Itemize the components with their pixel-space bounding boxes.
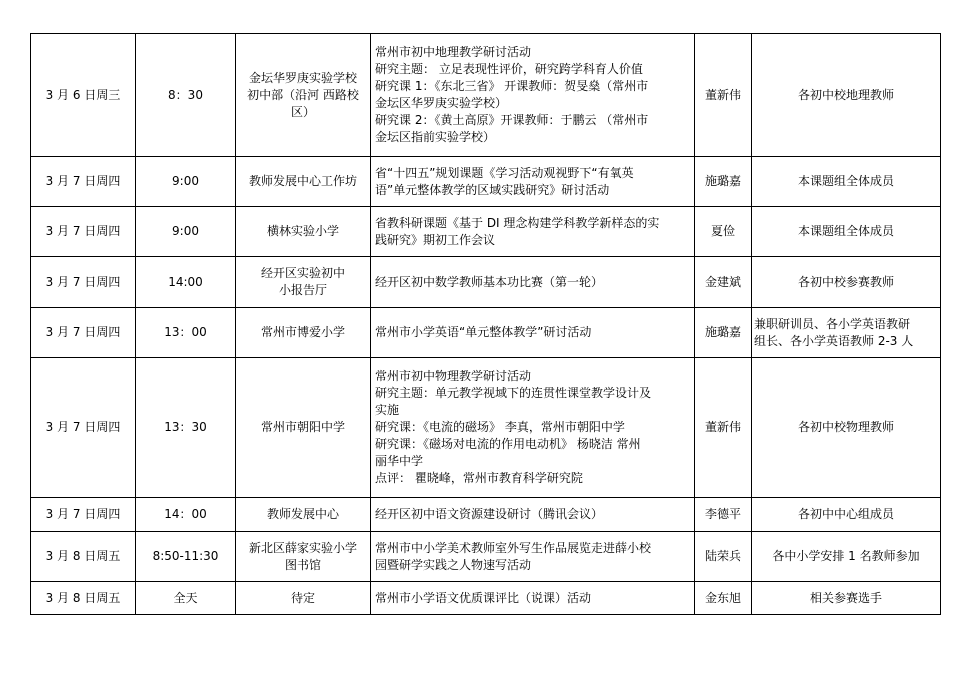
activity-schedule-table	[30, 33, 941, 615]
person-in-charge-cell: 施璐嘉	[695, 308, 752, 358]
venue-line: 常州市博爱小学	[260, 325, 345, 339]
time-cell: 8：30	[136, 34, 236, 157]
person-in-charge-cell: 董新伟	[695, 34, 752, 157]
participants-cell	[752, 532, 941, 582]
participants-line: 组长、各小学英语教师 2-3 人	[754, 333, 914, 348]
activity-line: 研究课：《磁场对电流的作用电动机》 杨晓洁 常州	[375, 437, 641, 451]
table-row	[31, 157, 941, 207]
activity-cell	[371, 207, 695, 257]
time-cell: 13：30	[136, 358, 236, 498]
time-cell: 14:00	[136, 257, 236, 308]
date-cell: 3 月 7 日周四	[31, 308, 136, 358]
venue-cell	[236, 498, 371, 532]
activity-line: 研究课 1：《东北三省》 开课教师：贺旻燊（常州市	[375, 79, 649, 93]
venue-cell	[236, 358, 371, 498]
table-row	[31, 532, 941, 582]
activity-line: 常州市小学语文优质课评比（说课）活动	[375, 590, 592, 605]
activity-line: 点评： 瞿晓峰，常州市教育科学研究院	[375, 471, 583, 485]
person-in-charge-cell: 施璐嘉	[695, 157, 752, 207]
venue-cell	[236, 207, 371, 257]
venue-line: 教师发展中心	[266, 507, 339, 521]
venue-cell	[236, 582, 371, 615]
table-row	[31, 358, 941, 498]
table-row	[31, 207, 941, 257]
time-cell: 全天	[136, 582, 236, 615]
activity-cell	[371, 34, 695, 157]
participants-cell	[752, 308, 941, 358]
activity-line: 省“十四五”规划课题《学习活动观视野下“有氧英	[375, 165, 634, 180]
activity-line: 经开区初中数学教师基本功比赛（第一轮）	[375, 274, 604, 289]
table-row	[31, 308, 941, 358]
activity-cell	[371, 498, 695, 532]
activity-line: 园暨研学实践之人物速写活动	[375, 557, 532, 572]
venue-line: 新北区薛家实验小学	[248, 540, 357, 555]
participants-cell	[752, 257, 941, 308]
date-cell: 3 月 7 日周四	[31, 498, 136, 532]
table-row	[31, 257, 941, 308]
activity-cell	[371, 257, 695, 308]
person-in-charge-cell: 金建斌	[695, 257, 752, 308]
venue-line: 金坛华罗庚实验学校	[248, 70, 357, 85]
date-cell: 3 月 8 日周五	[31, 582, 136, 615]
venue-cell	[236, 308, 371, 358]
venue-line: 小报告厅	[278, 283, 327, 297]
venue-cell	[236, 532, 371, 582]
activity-cell	[371, 582, 695, 615]
activity-line: 研究主题：单元教学视域下的连贯性课堂教学设计及	[375, 386, 652, 400]
activity-line: 金坛区华罗庚实验学校）	[375, 96, 508, 110]
person-in-charge-cell: 董新伟	[695, 358, 752, 498]
venue-line: 教师发展中心工作坊	[248, 174, 357, 188]
schedule-body	[31, 34, 941, 615]
participants-cell	[752, 358, 941, 498]
person-in-charge-cell: 夏俭	[695, 207, 752, 257]
activity-cell	[371, 157, 695, 207]
table-row	[31, 582, 941, 615]
venue-cell	[236, 34, 371, 157]
date-cell: 3 月 8 日周五	[31, 532, 136, 582]
time-cell: 9:00	[136, 157, 236, 207]
table-row	[31, 34, 941, 157]
venue-line: 待定	[290, 590, 315, 605]
activity-line: 常州市小学英语“单元整体教学”研讨活动	[375, 325, 592, 339]
activity-line: 研究主题： 立足表现性评价，研究跨学科育人价值	[375, 62, 643, 76]
venue-cell	[236, 157, 371, 207]
time-cell: 14：00	[136, 498, 236, 532]
participants-line: 相关参赛选手	[809, 590, 882, 605]
time-cell: 9:00	[136, 207, 236, 257]
venue-line: 横林实验小学	[266, 224, 339, 238]
activity-cell	[371, 532, 695, 582]
activity-line: 实施	[375, 403, 400, 417]
participants-cell	[752, 157, 941, 207]
activity-line: 丽华中学	[375, 454, 424, 468]
venue-line: 图书馆	[284, 557, 321, 572]
participants-line: 本课题组全体成员	[797, 174, 894, 188]
participants-line: 各中小学安排 1 名教师参加	[772, 549, 920, 563]
person-in-charge-cell: 李德平	[695, 498, 752, 532]
activity-line: 常州市中小学美术教师室外写生作品展览走进薛小校	[375, 540, 652, 555]
date-cell: 3 月 7 日周四	[31, 207, 136, 257]
participants-line: 各初中中心组成员	[797, 507, 894, 521]
participants-line: 兼职研训员、各小学英语教研	[754, 316, 911, 331]
participants-line: 各初中校地理教师	[797, 87, 894, 102]
participants-line: 本课题组全体成员	[797, 224, 894, 238]
activity-line: 常州市初中地理教学研讨活动	[375, 45, 532, 59]
activity-line: 语”单元整体教学的区域实践研究》研讨活动	[375, 182, 610, 197]
date-cell: 3 月 6 日周三	[31, 34, 136, 157]
table-row	[31, 498, 941, 532]
venue-line: 初中部（沿河 西路校	[247, 87, 359, 102]
activity-line: 金坛区指前实验学校）	[375, 130, 496, 144]
activity-line: 省教科研课题《基于 DI 理念构建学科教学新样态的实	[375, 215, 660, 230]
time-cell: 13：00	[136, 308, 236, 358]
person-in-charge-cell: 陆荣兵	[695, 532, 752, 582]
venue-line: 经开区实验初中	[260, 266, 345, 280]
participants-cell	[752, 582, 941, 615]
participants-line: 各初中校物理教师	[797, 420, 894, 434]
activity-cell	[371, 308, 695, 358]
time-cell: 8:50-11:30	[136, 532, 236, 582]
activity-line: 研究课 2：《黄土高原》开课教师：于鹏云 （常州市	[375, 113, 649, 127]
venue-line: 区）	[290, 104, 315, 119]
activity-line: 常州市初中物理教学研讨活动	[375, 369, 532, 383]
venue-line: 常州市朝阳中学	[260, 420, 345, 434]
participants-cell	[752, 34, 941, 157]
person-in-charge-cell: 金东旭	[695, 582, 752, 615]
participants-cell	[752, 207, 941, 257]
activity-line: 践研究》期初工作会议	[375, 232, 496, 247]
date-cell: 3 月 7 日周四	[31, 157, 136, 207]
activity-line: 研究课：《电流的磁场》 李真，常州市朝阳中学	[375, 420, 625, 434]
participants-cell	[752, 498, 941, 532]
venue-cell	[236, 257, 371, 308]
activity-line: 经开区初中语文资源建设研讨（腾讯会议）	[375, 507, 604, 521]
date-cell: 3 月 7 日周四	[31, 358, 136, 498]
activity-cell	[371, 358, 695, 498]
participants-line: 各初中校参赛教师	[797, 274, 894, 289]
date-cell: 3 月 7 日周四	[31, 257, 136, 308]
